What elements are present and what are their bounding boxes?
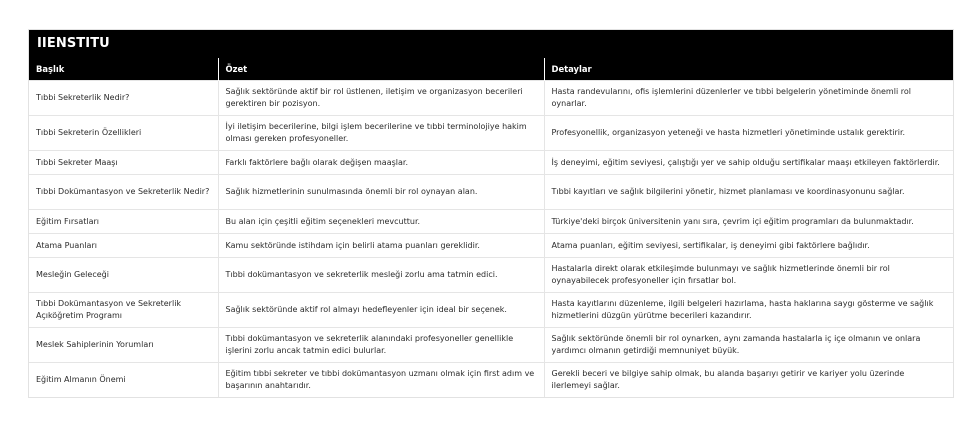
row-summary: Sağlık sektöründe aktif bir rol üstlenen, iletişim ve organizasyon becerileri gerektiren bir pozisyon. bbox=[218, 81, 544, 116]
row-details: Sağlık sektöründe önemli bir rol oynarken, aynı zamanda hastalarla iç içe olmanın ve onlara yardımcı olmanın getirdiği memnuniyet büyük. bbox=[544, 328, 953, 363]
row-title: Tıbbi Sekreterin Özellikleri bbox=[29, 116, 218, 151]
row-title: Tıbbi Dokümantasyon ve Sekreterlik Nedir? bbox=[29, 175, 218, 210]
row-title: Atama Puanları bbox=[29, 234, 218, 258]
table-row bbox=[29, 328, 953, 363]
row-summary: İyi iletişim becerilerine, bilgi işlem becerilerine ve tıbbi terminolojiye hakim olması gereken profesyoneller. bbox=[218, 116, 544, 151]
row-details: Atama puanları, eğitim seviyesi, sertifikalar, iş deneyimi gibi faktörlere bağlıdır. bbox=[544, 234, 953, 258]
header-baslik: Başlık bbox=[29, 58, 218, 81]
row-summary: Tıbbi dokümantasyon ve sekreterlik alanındaki profesyoneller genellikle işlerini zorlu ancak tatmin edici bulurlar. bbox=[218, 328, 544, 363]
row-summary: Eğitim tıbbi sekreter ve tıbbi dokümantasyon uzmanı olmak için first adım ve başarının anahtarıdır. bbox=[218, 363, 544, 398]
table-row bbox=[29, 258, 953, 293]
row-title: Eğitim Fırsatları bbox=[29, 210, 218, 234]
table-row bbox=[29, 363, 953, 398]
row-details: Hastalarla direkt olarak etkileşimde bulunmayı ve sağlık hizmetlerinde önemli bir rol oynayabilecek profesyoneller için fırsatlar bol. bbox=[544, 258, 953, 293]
brand-title: IIENSTITU bbox=[29, 30, 953, 58]
row-title: Tıbbi Sekreterlik Nedir? bbox=[29, 81, 218, 116]
row-summary: Sağlık hizmetlerinin sunulmasında önemli bir rol oynayan alan. bbox=[218, 175, 544, 210]
row-summary: Kamu sektöründe istihdam için belirli atama puanları gereklidir. bbox=[218, 234, 544, 258]
header-detaylar: Detaylar bbox=[544, 58, 953, 81]
row-details: Türkiye'deki birçok üniversitenin yanı sıra, çevrim içi eğitim programları da bulunmaktadır. bbox=[544, 210, 953, 234]
header-ozet: Özet bbox=[218, 58, 544, 81]
row-summary: Tıbbi dokümantasyon ve sekreterlik mesleği zorlu ama tatmin edici. bbox=[218, 258, 544, 293]
row-title: Tıbbi Sekreter Maaşı bbox=[29, 151, 218, 175]
row-details: Hasta kayıtlarını düzenleme, ilgili belgeleri hazırlama, hasta haklarına saygı gösterme ve sağlık hizmetlerini düzgün yürütme becerileri kazandırır. bbox=[544, 293, 953, 328]
table-row bbox=[29, 81, 953, 116]
table-row bbox=[29, 293, 953, 328]
row-title: Eğitim Almanın Önemi bbox=[29, 363, 218, 398]
row-details: Hasta randevularını, ofis işlemlerini düzenlerler ve tıbbi belgelerin yönetiminde önemli rol oynarlar. bbox=[544, 81, 953, 116]
content-table-card bbox=[28, 29, 954, 398]
table-row bbox=[29, 175, 953, 210]
row-title: Tıbbi Dokümantasyon ve Sekreterlik Açıköğretim Programı bbox=[29, 293, 218, 328]
table-row bbox=[29, 234, 953, 258]
table-row bbox=[29, 151, 953, 175]
row-title: Mesleğin Geleceği bbox=[29, 258, 218, 293]
info-table bbox=[29, 58, 953, 397]
table-row bbox=[29, 210, 953, 234]
row-summary: Bu alan için çeşitli eğitim seçenekleri mevcuttur. bbox=[218, 210, 544, 234]
table-header-row bbox=[29, 58, 953, 81]
row-summary: Sağlık sektöründe aktif rol almayı hedefleyenler için ideal bir seçenek. bbox=[218, 293, 544, 328]
row-summary: Farklı faktörlere bağlı olarak değişen maaşlar. bbox=[218, 151, 544, 175]
table-row bbox=[29, 116, 953, 151]
row-details: Gerekli beceri ve bilgiye sahip olmak, bu alanda başarıyı getirir ve kariyer yolu üzerinde ilerlemeyi sağlar. bbox=[544, 363, 953, 398]
row-details: İş deneyimi, eğitim seviyesi, çalıştığı yer ve sahip olduğu sertifikalar maaşı etkileyen faktörlerdir. bbox=[544, 151, 953, 175]
row-details: Tıbbi kayıtları ve sağlık bilgilerini yönetir, hizmet planlaması ve koordinasyonunu sağlar. bbox=[544, 175, 953, 210]
row-details: Profesyonellik, organizasyon yeteneği ve hasta hizmetleri yönetiminde ustalık gerektirir. bbox=[544, 116, 953, 151]
row-title: Meslek Sahiplerinin Yorumları bbox=[29, 328, 218, 363]
